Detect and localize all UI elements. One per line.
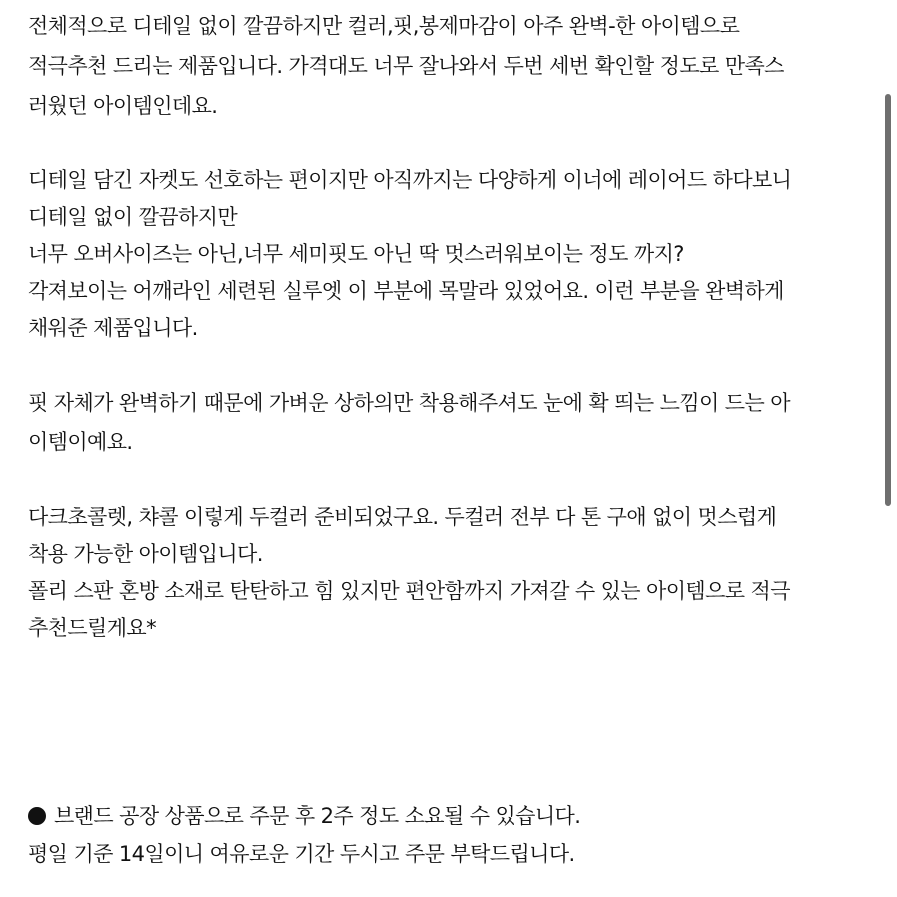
shipping-notice-line xyxy=(28,798,580,834)
vertical-scrollbar[interactable] xyxy=(885,94,891,506)
scrollbar-thumb[interactable] xyxy=(885,94,891,506)
description-line: 디테일 없이 깔끔하지만 xyxy=(28,205,238,229)
description-line: 폴리 스판 혼방 소재로 탄탄하고 힘 있지만 편안함까지 가져갈 수 있는 아이템으로 적극 xyxy=(28,579,790,603)
description-line: 추천드릴게요* xyxy=(28,616,157,640)
description-line: 적극추천 드리는 제품입니다. 가격대도 너무 잘나와서 두번 세번 확인할 정도로 만족스 xyxy=(28,54,784,78)
description-line: 각져보이는 어깨라인 세련된 실루엣 이 부분에 목말라 있었어요. 이런 부분을 완벽하게 xyxy=(28,279,784,303)
description-line: 전체적으로 디테일 없이 깔끔하지만 컬러,핏,봉제마감이 아주 완벽-한 아이템으로 xyxy=(28,14,740,38)
description-line: 디테일 담긴 자켓도 선호하는 편이지만 아직까지는 다양하게 이너에 레이어드 하다보니 xyxy=(28,168,792,192)
description-line: 채워준 제품입니다. xyxy=(28,316,198,340)
description-line: 너무 오버사이즈는 아닌,너무 세미핏도 아닌 딱 멋스러워보이는 정도 까지? xyxy=(28,242,684,266)
shipping-notice-line: 평일 기준 14일이니 여유로운 기간 두시고 주문 부탁드립니다. xyxy=(28,842,575,866)
filled-circle-icon xyxy=(28,807,46,825)
shipping-notice-text: 브랜드 공장 상품으로 주문 후 2주 정도 소요될 수 있습니다. xyxy=(54,804,581,828)
description-line: 이템이예요. xyxy=(28,430,133,454)
description-line: 러웠던 아이템인데요. xyxy=(28,94,218,118)
description-line: 핏 자체가 완벽하기 때문에 가벼운 상하의만 착용해주셔도 눈에 확 띄는 느낌이 드는 아 xyxy=(28,391,790,415)
description-line: 착용 가능한 아이템입니다. xyxy=(28,542,263,566)
description-line: 다크초콜렛, 챠콜 이렇게 두컬러 준비되었구요. 두컬러 전부 다 톤 구애 없이 멋스럽게 xyxy=(28,505,777,529)
